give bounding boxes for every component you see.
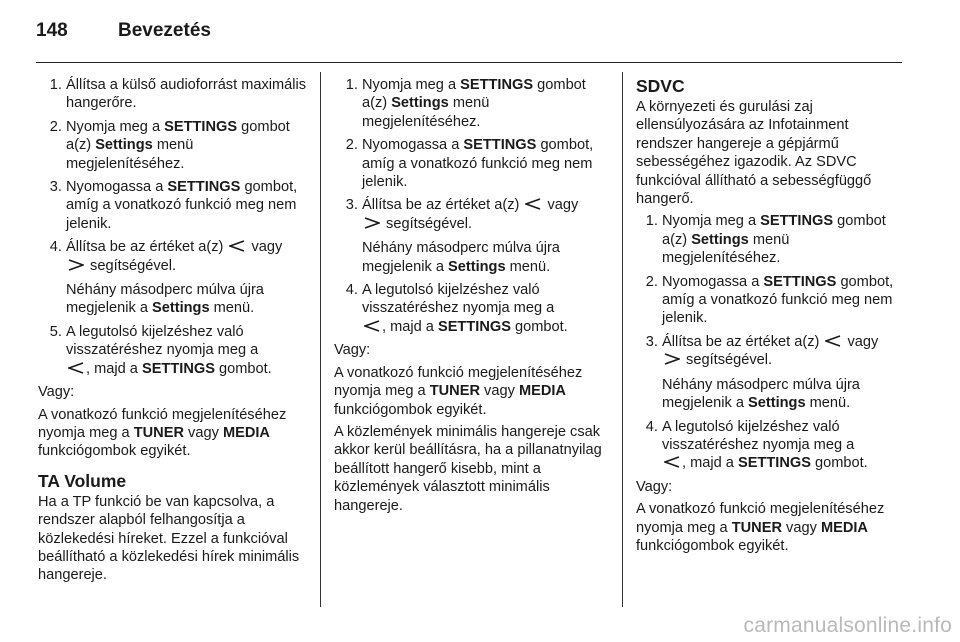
alt-instruction: A vonatkozó funkció megjelenítéséhez nyomja meg a TUNER vagy MEDIA funkciógombok egyikét. [334,364,583,418]
settings-button-label: SETTINGS [164,118,238,135]
column-2 [334,76,610,519]
arrow-left-icon [229,240,245,252]
settings-button-label: SETTINGS [167,179,241,196]
sub-note: Néhány másodperc múlva újra megjelenik a Settings menü. [362,240,560,275]
arrow-left-icon [525,198,541,210]
alt-instruction: A vonatkozó funkció megjelenítéséhez nyomja meg a TUNER vagy MEDIA funkciógombok egyikét. [636,501,885,554]
arrow-left-icon [664,456,680,468]
section-title: Bevezetés [118,20,211,41]
or-label: Vagy: [38,384,75,401]
list-item: 4. A legutolsó kijelzéshez való visszatéréshez nyomja meg a , majd a SETTINGS gombot. [362,281,610,336]
page-number: 148 [36,20,68,41]
alt-instruction: A vonatkozó funkció megjelenítéséhez nyomja meg a TUNER vagy MEDIA funkciógombok egyikét. [38,406,287,460]
list-item: 2. Nyomogassa a SETTINGS gombot, amíg a vonatkozó funkció meg nem jelenik. [662,273,906,328]
ta-volume-heading: TA Volume [38,470,127,491]
ta-volume-text: Ha a TP funkció be van kapcsolva, a rendszer alapból felhangosítja a közlekedési híreket. Ezzel a funkcióval beállítható a közlekedési hírek minimális hangereje. [38,493,300,584]
column-divider [622,72,623,607]
header-rule [36,62,902,63]
list-item: 4. Állítsa be az értéket a(z) vagy segítségével. Néhány másodperc múlva újra megjelenik a Settings menü. [66,238,310,318]
watermark: carmanualsonline.info [743,614,952,637]
list-item: 1. Nyomja meg a SETTINGS gombot a(z) Settings menü megjelenítéséhez. [362,76,610,131]
sub-note: Néhány másodperc múlva újra megjelenik a Settings menü. [66,282,264,317]
column-divider [320,72,321,607]
or-label: Vagy: [636,478,673,495]
step-list [636,212,906,472]
list-item: 1. Állítsa a külső audioforrást maximális hangerőre. [66,76,310,113]
arrow-right-icon [364,217,380,229]
list-item: 5. A legutolsó kijelzéshez való visszatéréshez nyomja meg a , majd a SETTINGS gombot. [66,323,310,378]
settings-menu-label: Settings [95,137,153,154]
step-list [334,76,610,336]
list-item: 4. A legutolsó kijelzéshez való visszatéréshez nyomja meg a , majd a SETTINGS gombot. [662,418,906,473]
arrow-right-icon [68,259,84,271]
arrow-left-icon [825,335,841,347]
column-1 [38,76,310,589]
page-header [0,0,960,62]
list-item: 1. Nyomja meg a SETTINGS gombot a(z) Settings menü megjelenítéséhez. [662,212,906,267]
list-item: 2. Nyomja meg a SETTINGS gombot a(z) Settings menü megjelenítéséhez. [66,118,310,173]
list-item: 2. Nyomogassa a SETTINGS gombot, amíg a vonatkozó funkció meg nem jelenik. [362,136,610,191]
column-3 [636,76,906,559]
sdvc-heading: SDVC [636,76,685,96]
arrow-right-icon [664,353,680,365]
volume-note: A közlemények minimális hangereje csak akkor kerül beállításra, ha a pillanatnyilag beállított hangerő kisebb, mint a közlemények választott minimális hangereje. [334,423,602,514]
sdvc-text: A környezeti és gurulási zaj ellensúlyozására az Infotainment rendszer hangereje a gépjármű sebességéhez igazodik. Az SDVC funkcióval állítható a sebességfüggő hangerő. [636,99,872,208]
arrow-left-icon [364,320,380,332]
arrow-left-icon [68,362,84,374]
or-label: Vagy: [334,342,371,359]
step-list [38,76,310,378]
list-item: 3. Állítsa be az értéket a(z) vagy segítségével. Néhány másodperc múlva újra megjelenik a Settings menü. [662,333,906,413]
list-item: 3. Állítsa be az értéket a(z) vagy segítségével. Néhány másodperc múlva újra megjelenik a Settings menü. [362,196,610,276]
sub-note: Néhány másodperc múlva újra megjelenik a Settings menü. [662,376,860,412]
list-item: 3. Nyomogassa a SETTINGS gombot, amíg a vonatkozó funkció meg nem jelenik. [66,178,310,233]
